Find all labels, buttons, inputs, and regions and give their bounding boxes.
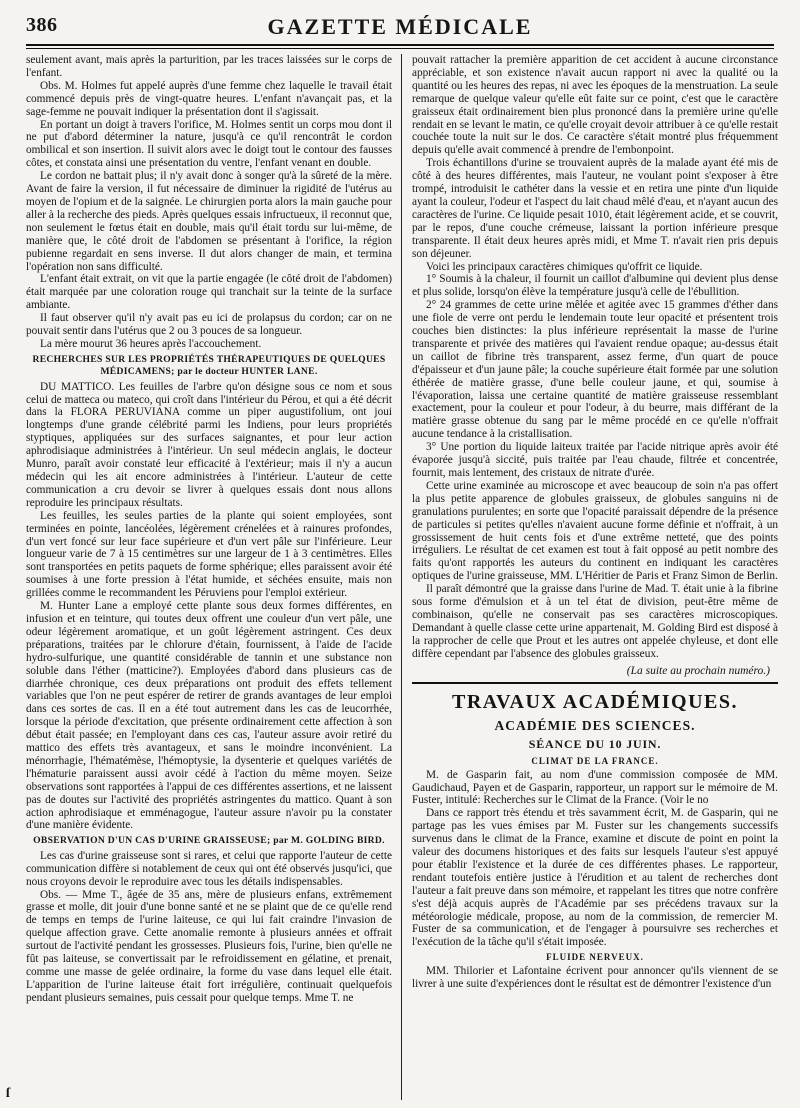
- paragraph: Trois échantillons d'urine se trouvaient auprès de la malade ayant été mis de côté à des heures différentes, mais l'auteur, ne voulant point s'exposer à être trompé, introduisit le cathéter dans la vessie et en retira une pinte d'un liquide ayant la couleur, l'odeur et l'aspect du lait chaud mêlé d'eau, et n'ayant aucun des caractères de l'urine. Ce liquide pesait 1010, était légèrement acide, et se couvrit, par le repos, d'une couche crémeuse, laissant la portion inférieure presque transparente. Il était deux heures après midi, et Mme T. n'avait rien pris depuis son déjeuner.: [412, 157, 778, 260]
- paragraph: Obs. M. Holmes fut appelé auprès d'une femme chez laquelle le travail était commencé depuis près de vingt-quatre heures. L'enfant n'avançait pas, et la sage-femme ne pouvait indiquer la présentation dont il s'agissait.: [26, 79, 392, 118]
- left-column: [26, 54, 392, 1100]
- session-date: SÉANCE DU 10 JUIN.: [528, 736, 662, 751]
- paragraph: M. de Gasparin fait, au nom d'une commission composée de MM. Gaudichaud, Payen et de Gasparin, rapporteur, un rapport sur le mémoire de M. Fuster, intitulé: Recherches sur le Climat de la France. (Voir le no: [412, 768, 778, 807]
- paragraph: seulement avant, mais après la parturition, par les traces laissées sur le corps de l'enfant.: [26, 54, 392, 79]
- paragraph: 1° Soumis à la chaleur, il fournit un caillot d'albumine qui devient plus dense et plus solide, lorsqu'on élève la température jusqu'à celle de l'ébullition.: [412, 273, 778, 299]
- header-rule: [26, 44, 774, 46]
- paragraph: Dans ce rapport très étendu et très savamment écrit, M. de Gasparin, qui ne partage pas les vues émises par M. Fuster sur les changements successifs survenus dans le climat de la France, examine et discute de point en point la valeur des documens historiques et des faits sur lesquels l'auteur s'est appuyé pour établir l'existence et la durée de ces différentes phases. Le rapporteur, rendant toutefois entière justice à l'érudition et au talent de recherches dont l'auteur a fait preuve dans son mémoire, et rappelant les titres que notre confrère s'est déjà acquis auprès de l'Académie par ses précédens travaux sur la météorologie médicale, propose, au nom de la commission, de remercier M. Fuster de sa communication, et de l'engager à poursuivre ses recherches et l'exécution de la tâche qu'il s'était imposée.: [412, 807, 778, 949]
- page-number: 386: [26, 14, 58, 36]
- paragraph: En portant un doigt à travers l'orifice, M. Holmes sentit un corps mou dont il ne put d'abord déterminer la nature, jusqu'à ce qu'il rencontrât le cordon ombilical et son insertion. Il suivit alors avec le doigt tout le contour des fausses côtes, et constata ainsi une présentation du ventre, l'enfant venant en double.: [26, 118, 392, 170]
- paragraph: Voici les principaux caractères chimiques qu'offrit ce liquide.: [426, 260, 703, 273]
- paragraph: MM. Thilorier et Lafontaine écrivent pour annoncer qu'ils viennent de se livrer à une suite d'expériences dont le résultat est de démontrer l'existence d'un: [412, 965, 778, 991]
- paragraph: L'enfant était extrait, on vit que la partie engagée (le côté droit de l'abdomen) était marquée par une coloration rouge qui tranchait sur la teinte de la surface ambiante.: [26, 273, 392, 312]
- paragraph: 3° Une portion du liquide laiteux traitée par l'acide nitrique après avoir été évaporée jusqu'à siccité, puis traitée par l'eau chaude, filtrée et concentrée, fournit, mais lentement, des cristaux de nitrate d'urée.: [412, 441, 778, 479]
- paragraph: Il paraît démontré que la graisse dans l'urine de Mad. T. était unie à la fibrine sous forme d'émulsion et à un tel état de division, peut-être même de combinaison, qu'elle ne conservait pas ses caractères microscopiques. Demandant à quelle classe cette urine appartenait, M. Golding Bird est disposé à la rapprocher de celle que Prout et les autres ont appelée chyleuse, et dont elle diffère cependant par l'absence des globules graisseux.: [412, 583, 778, 660]
- paragraph: Les cas d'urine graisseuse sont si rares, et celui que rapporte l'auteur de cette communication diffère si notablement de ceux qui ont été observés jusqu'ici, que nous croyons devoir le reproduire avec tous les détails indispensables.: [26, 849, 392, 888]
- running-header: [26, 14, 774, 40]
- paragraph: La mère mourut 36 heures après l'accouchement.: [40, 337, 262, 350]
- header-rule-thin: [26, 48, 774, 49]
- paragraph: M. Hunter Lane a employé cette plante sous deux formes différentes, en infusion et en teinture, qui toutes deux offrent une couleur d'un vert pâle, une odeur légèrement aromatique, et un goût légèrement astringent. Ces deux préparations, traitées par le chlorure d'étain, fournissent, à l'aide de l'acide hydro-sulfurique, une quantité considérable de tannin et une substance non soluble dans l'éther (matticine?). Employées d'abord dans plusieurs cas de diarrhée chronique, ces deux préparations ont produit des effets tellement variables que l'on ne peut espérer de retirer de grands avantages de leur emploi dans ces sortes de cas. Il en a été tout autrement dans les cas de leucorrhée, lorsque la période d'excitation, que présente ordinairement cette affection à son début était passée; en l'employant dans ces cas, l'auteur assure avoir retiré du mattico des effets très avantageux, et sans le moindre inconvénient. La ménorrhagie, l'hématémèse, l'hémoptysie, la dysenterie et quelques variétés de l'hématurie paraissent aussi avoir cédé à l'action du même moyen. Seize observations sont rapportées à l'appui de ces différentes assertions, et ne laissent pas de doutes sur l'activité des propriétés astringentes du mattico. Quant à son action aphrodisiaque et emménagogue, l'auteur assure n'avoir pu la constater d'une manière évidente.: [26, 600, 392, 832]
- topic-heading-fluide: FLUIDE NERVEUX.: [546, 952, 644, 963]
- paragraph: pouvait rattacher la première apparition de cet accident à aucune circonstance appréciable, et son existence n'avait aucun rapport ni avec la qualité ou la quantité ou les heures des repas, ni avec les époques de la menstruation. La seule remarque de quelque valeur qu'elle eût faite sur ce point, c'est que le caractère graisseux était ordinairement bien plus prononcé dans la première urine qu'elle rendait en se levant le matin, ce qu'elle croyait devoir attribuer à ce qu'elle restait couchée toute la nuit sur le dos. Ce caractère s'était montré plus fréquemment depuis qu'elle avait commencé à prendre de l'embonpoint.: [412, 54, 778, 157]
- paragraph: Cette urine examinée au microscope et avec beaucoup de soin n'a pas offert la plus petite apparence de globules graisseux, de globules sanguins ni de granulations purulentes; en sorte que l'opacité paraissait dépendre de la présence de particules si petites qu'elles n'avaient aucune forme définie et n'offrait, à un grossissement de huit cents fois et d'une extrême netteté, que des points irréguliers. Le résultat de cet examen est tout à fait opposé au petit nombre des faits qu'ont rapportés les auteurs du continent en indiquant les caractères optiques de l'urine graisseuse, MM. L'Héritier de Paris et Franz Simon de Berlin.: [412, 479, 778, 583]
- section-title-travaux: TRAVAUX ACADÉMIQUES.: [452, 690, 738, 713]
- paragraph: Il faut observer qu'il n'y avait pas eu ici de prolapsus du cordon; car on ne pouvait sentir dans l'utérus que 2 ou 3 pouces de sa longueur.: [26, 312, 392, 338]
- columns: [26, 54, 778, 1100]
- academy-heading: ACADÉMIE DES SCIENCES.: [494, 717, 696, 733]
- paragraph: Obs. — Mme T., âgée de 35 ans, mère de plusieurs enfans, extrêmement grasse et molle, dit jouir d'une bonne santé et ne se plaint que de ce qu'elle rend de temps en temps de l'urine laiteuse, ce qui lui fait craindre l'invasion de quelque affection grave. Cette anomalie remonte à plusieurs années et offrait surtout de l'activité pendant les grossesses. Plusieurs fois, l'urine, bien qu'elle ne fût pas laiteuse, se convertissait par le refroidissement en gélatine, et prenait, comme une masse de gelée ordinaire, la forme du vase dans lequel elle était. L'apparition de l'urine laiteuse était fort irrégulière, continuait quelquefois pendant plusieurs semaines, puis cessait pour quelque temps. Mme T. ne: [26, 888, 392, 1004]
- column-divider: [401, 54, 402, 1100]
- paragraph: DU MATTICO. Les feuilles de l'arbre qu'on désigne sous ce nom et sous celui de matteca ou mateco, qui croît dans l'intérieur du Pérou, et qui a été décrit dans la FLORA PERUVIANA comme un piper augustifolium, ont joui longtemps d'une grande célébrité parmi les Indiens, pour leurs propriétés styptiques, appliquées sur des surfaces saignantes, et pour leur action aphrodisiaque administrées à l'intérieur. Un seul médecin anglais, le docteur Munro, paraît avoir constaté leur efficacité à l'extérieur; mais il n'y a aucun médecin qui les ait encore administrées à l'intérieur. L'auteur de cette communication a cru devoir se livrer à quelques essais dont nous allons reproduire les principaux résultats.: [26, 380, 392, 509]
- continued-note: (La suite au prochain numéro.): [626, 664, 770, 677]
- paragraph: Le cordon ne battait plus; il n'y avait donc à songer qu'à la sûreté de la mère. Avant de faire la version, il fut nécessaire de diminuer la rigidité de l'utérus au moyen de l'opium et de la saignée. Le chirurgien porta alors la main gauche pour aller à la recherche des pieds. Après quelques essais infructueux, il reconnut que, non seulement le fœtus était en double, mais qu'il était tordu sur lui-même, de manière que, le côté droit de l'abdomen se présentant à l'orifice, la région pubienne regardait en sens inverse. Il dut alors changer de main, et termina l'opération non sans difficulté.: [26, 170, 392, 273]
- section-rule: [412, 682, 778, 684]
- paragraph: Les feuilles, les seules parties de la plante qui soient employées, sont terminées en pointe, lancéolées, légèrement crénelées et à rainures profondes, d'un vert foncé sur leur face supérieure et d'un vert pâle sur l'inférieure. Leur longueur varie de 7 à 15 centimètres sur une largeur de 1 à 3 centimètres. Elles sont transportées en petits paquets de forme sphérique; elles paraissent avoir été soumises à une forte pression à l'état humide, et séchées ensuite, mais non grillées comme le recommandent les Péruviens pour l'emploi extérieur.: [26, 509, 392, 600]
- paragraph: 2° 24 grammes de cette urine mêlée et agitée avec 15 grammes d'éther dans une fiole de verre ont perdu le lendemain toute leur opacité et présentent trois couches bien distinctes: la plus inférieure représentait la masse de l'urine transparente et privée des matières qui l'avaient rendue opaque; au-dessus était un caillot de fibrine très transparent, assez ferme, d'un quart de pouce d'épaisseur et d'un jaune pâle; la couche supérieure était formée par une solution éthérée de matière grasse, d'une belle couleur jaune, et qui, soumise à l'évaporation, laissa une certaine quantité de matière graisseuse ressemblant exactement, pour la couleur et pour l'odeur, à du beurre, mais différant de la matière grasse obtenue du sang par le même procédé en ce qu'elle n'offrait aucune tendance à la cristallisation.: [412, 299, 778, 441]
- journal-title: GAZETTE MÉDICALE: [267, 14, 533, 39]
- topic-heading-climat: CLIMAT DE LA FRANCE.: [531, 755, 659, 766]
- section-heading-hunter-lane: RECHERCHES SUR LES PROPRIÉTÉS THÉRAPEUTIQUES DE QUELQUES MÉDICAMENS; par le docteur HUNTER LANE.: [32, 353, 386, 378]
- right-column: [412, 54, 778, 1100]
- margin-mark: ſ: [6, 1086, 10, 1101]
- section-heading-golding-bird: OBSERVATION D'UN CAS D'URINE GRAISSEUSE; par M. GOLDING BIRD.: [33, 835, 385, 847]
